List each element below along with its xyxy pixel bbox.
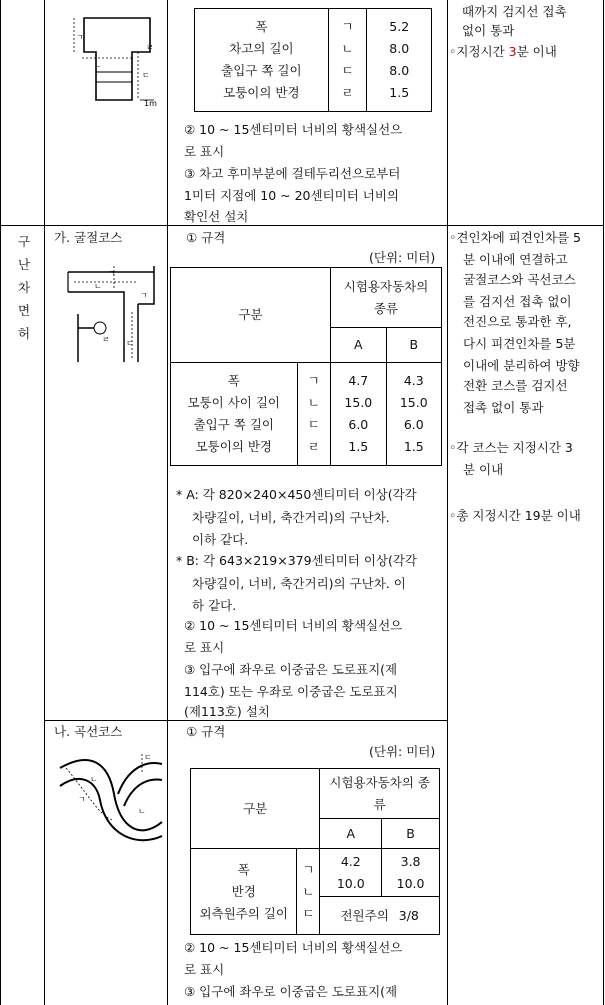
frame-left-border — [0, 0, 1, 1005]
crank-criteria-line: 굴절코스와 곡선코스 — [463, 272, 576, 287]
crank-value-a: 1.5 — [348, 439, 369, 454]
criteria-prefix: ◦지정시간 — [449, 44, 509, 59]
garage-criteria-line: 때까지 검지선 접촉 — [462, 4, 567, 19]
criteria-suffix: 분 이내 — [516, 44, 557, 59]
crank-header-type-line: 시험용자동차의 — [343, 278, 429, 294]
crank-note-line: * A: 각 820×240×450센티미터 이상(각각 — [176, 487, 417, 502]
crank-row-label: 출입구 쪽 길이 — [193, 417, 274, 432]
crank-label-4: ㄹ — [102, 335, 110, 344]
section-divider — [0, 225, 604, 226]
crank-label-3: ㄱ — [140, 291, 148, 300]
curve-row-mark: ㄴ — [302, 883, 315, 899]
garage-row-label: 폭 — [255, 19, 268, 34]
crank-value-b: 6.0 — [403, 417, 424, 432]
crank-header-category: 구분 — [171, 268, 331, 363]
crank-row-label: 폭 — [227, 373, 240, 388]
curve-merged-cell: 전원주의 3/8 — [320, 897, 440, 935]
curve-rule-heading: ① 규격 — [186, 724, 226, 739]
garage-marks-cell — [328, 9, 367, 112]
curve-course-title: 나. 곡선코스 — [54, 724, 123, 739]
crank-row-mark: ㄱ — [307, 373, 320, 388]
criteria-time-highlight: 3 — [508, 44, 517, 59]
curve-b-cell — [382, 849, 440, 897]
crank-rule-heading: ① 규격 — [186, 230, 226, 245]
garage-row-value: 1.5 — [389, 85, 410, 100]
curve-label-2: ㄴ — [90, 775, 98, 784]
crank-header-type-line: 종류 — [373, 300, 399, 316]
curve-spec-table — [190, 768, 440, 935]
category-char: 구 — [17, 234, 31, 249]
crank-label-1: ㄱ — [108, 269, 116, 278]
crank-criteria-line: ◦견인차에 피견인차를 5 — [449, 230, 581, 245]
category-char: 면 — [17, 303, 31, 318]
garage-label-3: ㄷ — [142, 71, 150, 80]
crank-unit: (단위: 미터) — [369, 250, 436, 265]
curve-row-mark: ㄱ — [302, 861, 315, 877]
crank-note-line: 이하 같다. — [192, 532, 249, 547]
category-label — [14, 230, 34, 345]
crank-criteria-line: 분 이내 — [463, 462, 504, 477]
crank-spec-table — [170, 267, 442, 466]
garage-row-label: 모퉁이의 반경 — [223, 85, 300, 100]
crank-note-line: 차량길이, 너비, 축간거리)의 구난차. 이 — [192, 576, 406, 591]
crank-note-line: 하 같다. — [192, 598, 237, 613]
curve-value-b: 10.0 — [396, 875, 425, 891]
garage-note-line: ② 10 ~ 15센티미터 너비의 황색실선으 — [184, 122, 403, 137]
curve-header-vehicle-type — [320, 769, 440, 819]
crank-course-title: 가. 굴절코스 — [54, 230, 123, 245]
curve-header-b: B — [382, 819, 440, 849]
curve-row-mark: ㄷ — [302, 905, 315, 921]
garage-label-2: ㄴ — [94, 61, 102, 70]
garage-labels-cell — [195, 9, 329, 112]
garage-note-line: ③ 차고 후미부분에 걸테두리선으로부터 — [184, 166, 401, 181]
garage-row-label: 출입구 쪽 길이 — [221, 63, 302, 78]
curve-value-a: 10.0 — [336, 875, 365, 891]
crank-note-line: 로 표시 — [184, 640, 225, 655]
crank-value-a: 4.7 — [348, 373, 369, 388]
curve-header-type-line: 시험용자동차의 종 — [329, 774, 430, 790]
crank-criteria-line: 전환 코스를 검지선 — [463, 378, 568, 393]
crank-criteria-line: 를 검지선 접촉 없이 — [463, 294, 572, 309]
crank-b-cell — [386, 363, 441, 466]
crank-criteria-line: 접촉 없이 통과 — [463, 400, 544, 415]
crank-criteria-line: 이내에 분리하여 방향 — [463, 358, 580, 373]
garage-spec-table — [194, 8, 432, 112]
category-char: 난 — [17, 257, 31, 272]
curve-marks-cell — [297, 849, 320, 935]
frame-right-border — [603, 0, 604, 1005]
crank-criteria-line: ◦총 지정시간 19분 이내 — [449, 508, 581, 523]
garage-row-value: 8.0 — [389, 63, 410, 78]
curve-label-3: ㄱ — [78, 795, 86, 804]
curve-note-line: ② 10 ~ 15센티미터 너비의 황색실선으 — [184, 940, 403, 955]
curve-unit: (단위: 미터) — [369, 744, 436, 759]
curve-row-label: 외측원주의 길이 — [199, 905, 288, 921]
crank-header-b: B — [386, 328, 441, 363]
garage-row-value: 5.2 — [389, 19, 410, 34]
crank-label-2: ㄴ — [94, 282, 102, 291]
curve-header-a: A — [320, 819, 382, 849]
crank-row-label: 모퉁이 사이 길이 — [187, 395, 281, 410]
crank-note-line: 114호) 또는 우좌로 이중굽은 도로표지 — [184, 684, 398, 699]
crank-value-a: 6.0 — [348, 417, 369, 432]
frame-col-divider-3 — [447, 0, 448, 1005]
crank-note-line: 차량길이, 너비, 축간거리)의 구난차. — [192, 510, 390, 525]
crank-labels-cell — [171, 363, 298, 466]
curve-value-a: 4.2 — [340, 853, 361, 869]
garage-note-line: 1미터 지점에 10 ~ 20센티미터 너비의 — [184, 188, 400, 203]
crank-row-mark: ㄴ — [307, 395, 320, 410]
category-char: 허 — [17, 326, 31, 341]
curve-note-line: 로 표시 — [184, 962, 225, 977]
curve-label-1: ㄷ — [144, 753, 152, 762]
crank-marks-cell — [297, 363, 331, 466]
garage-row-label: 차고의 길이 — [229, 41, 294, 56]
crank-note-line: ② 10 ~ 15센티미터 너비의 황색실선으 — [184, 618, 403, 633]
frame-col-divider-1 — [44, 0, 45, 1005]
crank-note-line: * B: 각 643×219×379센티미터 이상(각각 — [176, 553, 418, 568]
frame-col-divider-2 — [167, 0, 168, 1005]
crank-note-line: ③ 입구에 좌우로 이중굽은 도로표지(제 — [184, 662, 398, 677]
garage-label-1: ㄱ — [76, 33, 84, 42]
garage-row-mark: ㄹ — [341, 85, 354, 100]
category-char: 차 — [17, 280, 31, 295]
garage-values-cell — [367, 9, 432, 112]
curve-a-cell — [320, 849, 382, 897]
crank-value-b: 1.5 — [403, 439, 424, 454]
curve-header-category: 구분 — [191, 769, 320, 849]
garage-label-4: ㄹ — [146, 43, 154, 52]
crank-label-5: ㄷ — [126, 339, 134, 348]
curve-row-label: 반경 — [231, 883, 256, 899]
curve-diagram — [58, 750, 168, 842]
garage-criteria-line: 없이 통과 — [462, 23, 515, 38]
crank-value-b: 4.3 — [403, 373, 424, 388]
garage-note-line: 확인선 설치 — [184, 209, 249, 224]
curve-header-type-line: 류 — [373, 796, 386, 812]
curve-value-b: 3.8 — [400, 853, 421, 869]
curve-note-line: ③ 입구에 좌우로 이중굽은 도로표지(제 — [184, 984, 398, 999]
crank-header-vehicle-type — [331, 268, 442, 328]
crank-a-cell — [331, 363, 386, 466]
garage-criteria-time — [449, 42, 557, 62]
crank-value-b: 15.0 — [399, 395, 428, 410]
crank-row-mark: ㄷ — [307, 417, 320, 432]
crank-row-label: 모퉁이의 반경 — [195, 439, 272, 454]
garage-label-5: 1m — [144, 99, 157, 108]
crank-criteria-line: 전진으로 통과한 후, — [463, 314, 572, 329]
curve-label-4: ㄴ — [138, 807, 146, 816]
crank-note-line: (제113호) 설치 — [184, 704, 270, 719]
crank-criteria-line: 다시 피견인차를 5분 — [463, 336, 576, 351]
garage-note-line: 로 표시 — [184, 144, 225, 159]
curve-labels-cell — [191, 849, 297, 935]
crank-criteria-line: ◦각 코스는 지정시간 3 — [449, 440, 573, 455]
crank-criteria-line: 분 이내에 연결하고 — [463, 252, 568, 267]
garage-row-value: 8.0 — [389, 41, 410, 56]
garage-row-mark: ㄷ — [341, 63, 354, 78]
crank-header-a: A — [331, 328, 386, 363]
garage-row-mark: ㄴ — [341, 41, 354, 56]
crank-row-mark: ㄹ — [307, 439, 320, 454]
crank-value-a: 15.0 — [344, 395, 373, 410]
garage-row-mark: ㄱ — [341, 19, 354, 34]
garage-diagram — [60, 12, 160, 107]
curve-row-label: 폭 — [237, 861, 250, 877]
crank-diagram — [64, 262, 160, 370]
